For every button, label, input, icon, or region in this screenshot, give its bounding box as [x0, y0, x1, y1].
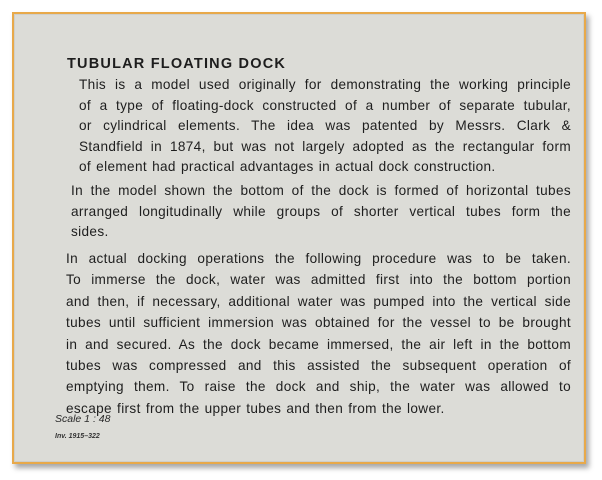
paragraph-intro	[79, 75, 571, 178]
text-line: To immerse the dock, water was admitted first into the bottom portion	[66, 272, 571, 288]
placard-frame	[12, 12, 586, 464]
text-line: In actual docking operations the following procedure was to be taken.	[66, 251, 571, 266]
text-line: In the model shown the bottom of the dock is formed of horizontal tubes	[71, 183, 571, 198]
inventory-number: Inv. 1915–322	[55, 433, 100, 440]
text-line: or cylindrical elements. The idea was patented by Messrs. Clark &	[79, 118, 571, 133]
text-line: of element had practical advantages in actual dock construction.	[79, 159, 496, 174]
placard-title: TUBULAR FLOATING DOCK	[67, 56, 287, 72]
text-line: This is a model used originally for demonstrating the working principle	[79, 77, 571, 92]
text-line: tubes until sufficient immersion was obtained for the vessel to be brought	[66, 315, 571, 331]
text-line: of a type of floating-dock constructed of a number of separate tubular,	[79, 97, 571, 113]
scale-label: Scale 1 : 48	[55, 413, 111, 425]
paragraph-operations	[66, 248, 571, 419]
text-line: in and secured. As the dock became immersed, the air left in the bottom	[66, 336, 571, 352]
text-line: arranged longitudinally while groups of shorter vertical tubes form the	[71, 203, 571, 219]
paragraph-model	[71, 181, 571, 243]
text-line: escape first from the upper tubes and then from the lower.	[66, 400, 445, 416]
text-line: Standfield in 1874, but was not largely adopted as the rectangular form	[79, 138, 571, 154]
placard-panel	[14, 14, 584, 462]
text-line: emptying them. To raise the dock and ship, the water was allowed to	[66, 379, 571, 395]
text-line: tubes was compressed and this assisted the subsequent operation of	[66, 358, 571, 374]
text-line: and then, if necessary, additional water was pumped into the vertical side	[66, 293, 571, 309]
text-line: sides.	[71, 224, 109, 239]
